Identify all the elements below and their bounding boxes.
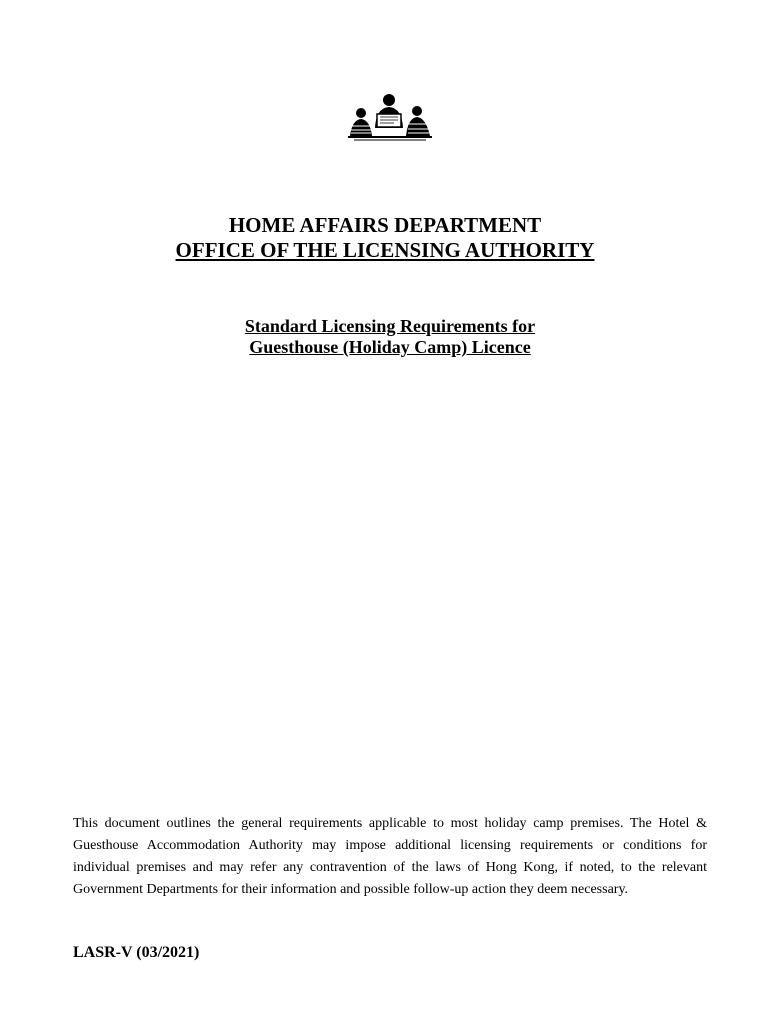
- document-title-line-1: Standard Licensing Requirements for: [244, 316, 536, 336]
- document-title: [0, 316, 770, 358]
- office-name: OFFICE OF THE LICENSING AUTHORITY: [175, 238, 595, 262]
- document-title-line-2: Guesthouse (Holiday Camp) Licence: [249, 337, 531, 357]
- department-emblem-icon: [346, 92, 434, 142]
- document-code: LASR-V (03/2021): [73, 944, 200, 961]
- department-name: HOME AFFAIRS DEPARTMENT: [228, 213, 542, 237]
- intro-paragraph: This document outlines the general requirements applicable to most holiday camp premises. The Hotel & Guesthouse Accommodation Authority may impose additional licensing requirements or conditions for individual premises and may refer any contravention of the laws of Hong Kong, if noted, to the relevant Government Departments for their information and possible follow-up action they deem necessary.: [73, 816, 707, 897]
- department-header: [0, 213, 770, 263]
